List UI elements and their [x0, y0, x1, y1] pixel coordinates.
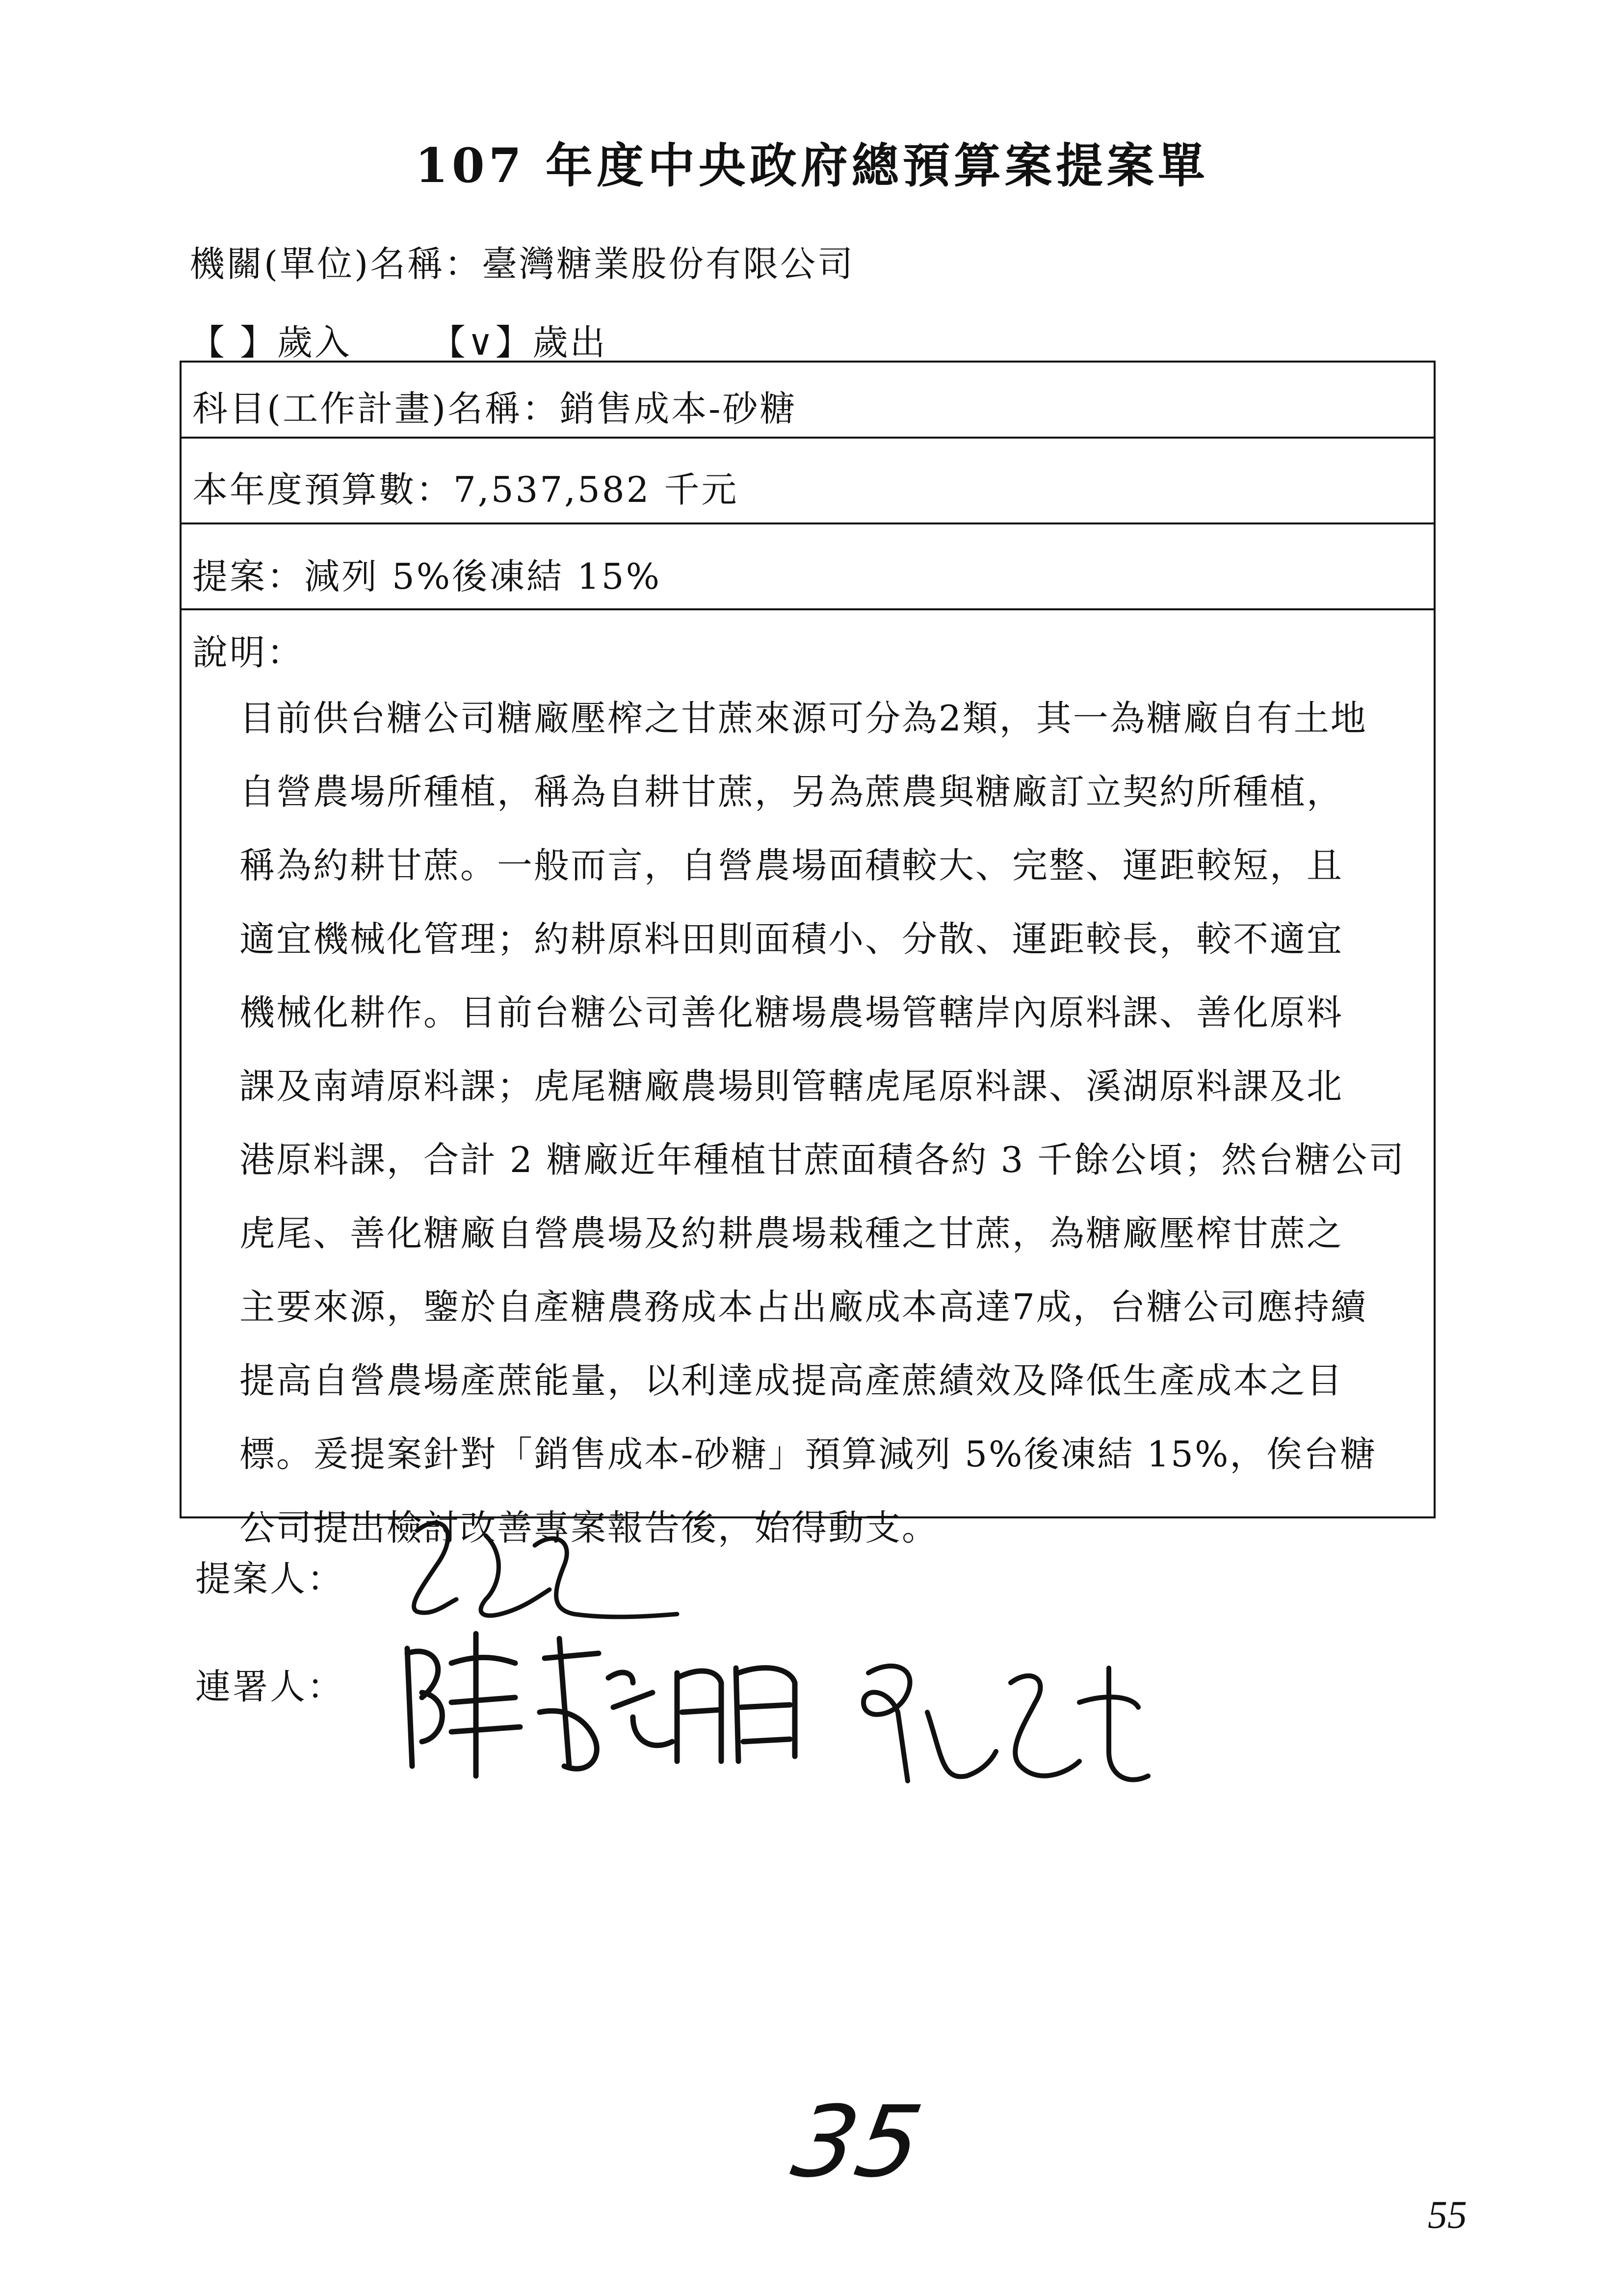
explanation-row [182, 610, 1434, 1548]
proposal-row [182, 524, 1434, 610]
agency-line: 機關(單位)名稱：臺灣糖業股份有限公司 [189, 243, 855, 285]
explanation-line: 標。爰提案針對「銷售成本-砂糖」預算減列 5%後凍結 15%，俟台糖 [239, 1434, 1377, 1475]
budget-amount: 本年度預算數：7,537,582 千元 [192, 469, 739, 510]
proposal-form-box [180, 361, 1436, 1548]
budget-type-row [189, 314, 607, 365]
explanation-line: 課及南靖原料課；虎尾糖廠農場則管轄虎尾原料課、溪湖原料課及北 [239, 1066, 1344, 1107]
explanation-line: 主要來源，鑒於自產糖農務成本占出廠成本高達7成，台糖公司應持續 [239, 1286, 1367, 1328]
explanation-line: 虎尾、善化糖廠自營農場及約耕農場栽種之甘蔗，為糖廠壓榨甘蔗之 [239, 1213, 1344, 1254]
explanation-line: 稱為約耕甘蔗。一般而言，自營農場面積較大、完整、運距較短，且 [239, 845, 1344, 886]
document-title: 107 年度中央政府總預算案提案單 [415, 138, 1209, 193]
expenditure-checkbox: 【∨】歲出 [430, 322, 607, 363]
cosigner-signature-1 [378, 1619, 814, 1796]
explanation-line: 公司提出檢討改善專案報告後，始得動支。 [239, 1507, 939, 1548]
subject-row [182, 363, 1434, 439]
proposer-signature [388, 1501, 692, 1639]
explanation-line: 提高自營農場產蔗能量，以利達成提高產蔗績效及降低生產成本之目 [239, 1360, 1344, 1401]
explanation-paragraph [239, 681, 1417, 1565]
cosigner-signature-2 [834, 1639, 1178, 1800]
proposer-label: 提案人： [195, 1558, 345, 1599]
explanation-line: 自營農場所種植，稱為自耕甘蔗，另為蔗農與糖廠訂立契約所種植， [239, 771, 1344, 812]
revenue-checkbox: 【 】歲入 [189, 322, 352, 363]
explanation-label: 說明： [192, 632, 305, 673]
proposal-text: 提案：減列 5%後凍結 15% [192, 556, 662, 597]
explanation-line: 港原料課，合計 2 糖廠近年種植甘蔗面積各約 3 千餘公頃；然台糖公司 [239, 1139, 1406, 1180]
handwritten-page-number: 35 [785, 2085, 930, 2199]
budget-row [182, 439, 1434, 524]
cosigner-label: 連署人： [195, 1666, 345, 1707]
explanation-line: 適宜機械化管理；約耕原料田則面積小、分散、運距較長，較不適宜 [239, 918, 1344, 960]
page-number: 55 [1428, 2193, 1467, 2237]
explanation-line: 機械化耕作。目前台糖公司善化糖場農場管轄岸內原料課、善化原料 [239, 992, 1344, 1033]
subject-name: 科目(工作計畫)名稱：銷售成本-砂糖 [192, 388, 797, 429]
explanation-line: 目前供台糖公司糖廠壓榨之甘蔗來源可分為2類，其一為糖廠自有土地 [239, 698, 1367, 739]
